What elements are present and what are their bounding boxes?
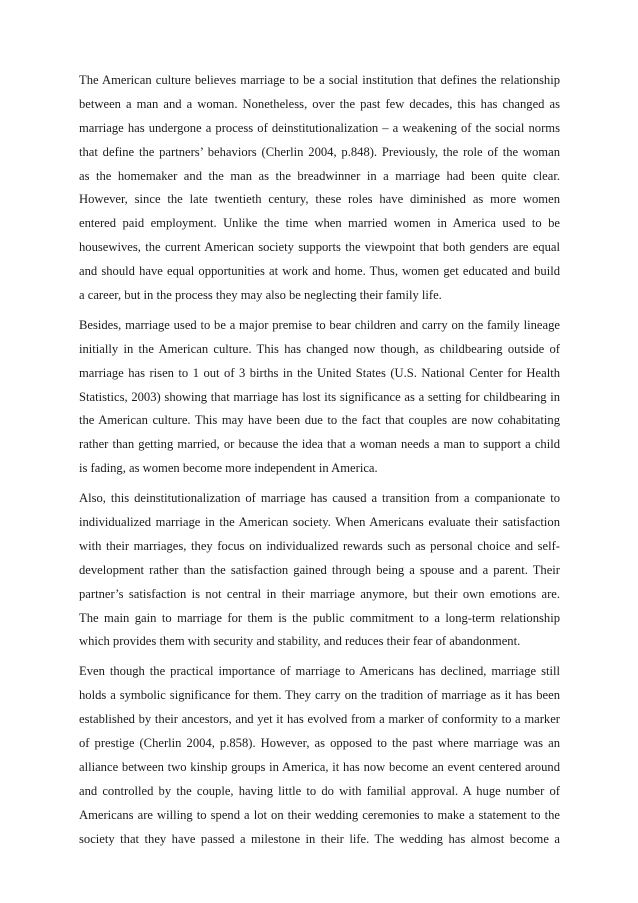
text-line: with their marriages, they focus on individualized rewards such as personal choice and self- [79, 538, 560, 553]
text-line: rather than getting married, or because the idea that a woman needs a man to support a child [79, 437, 560, 452]
text-line: partner’s satisfaction is not central in their marriage anymore, but their own emotions are. [79, 586, 560, 601]
text-line: established by their ancestors, and yet it has evolved from a marker of conformity to a marker [79, 712, 560, 727]
text-line: Statistics, 2003) showing that marriage has lost its significance as a setting for childbearing in [79, 389, 560, 404]
paragraph-2 [79, 314, 560, 481]
text-line: housewives, the current American society supports the viewpoint that both genders are equal [79, 240, 560, 255]
text-line: the American culture. This may have been due to the fact that couples are now cohabitating [79, 413, 560, 428]
text-line: as the homemaker and the man as the breadwinner in a marriage had been quite clear. [79, 168, 560, 183]
text-line: Also, this deinstitutionalization of marriage has caused a transition from a companionate to [79, 491, 560, 506]
paragraph-4 [79, 660, 560, 851]
text-line: initially in the American culture. This has changed now though, as childbearing outside of [79, 341, 560, 356]
text-line: holds a symbolic significance for them. They carry on the tradition of marriage as it has been [79, 688, 560, 703]
text-line: is fading, as women become more independent in America. [79, 461, 378, 476]
text-line: and should have equal opportunities at work and home. Thus, women get educated and build [79, 264, 560, 279]
text-line: alliance between two kinship groups in America, it has now become an event centered around [79, 759, 560, 774]
text-line: which provides them with security and stability, and reduces their fear of abandonment. [79, 634, 521, 649]
text-line: The American culture believes marriage to be a social institution that defines the relationship [79, 73, 560, 87]
paragraph-3 [79, 487, 560, 654]
text-line: society that they have passed a milestone in their life. The wedding has almost become a [79, 831, 560, 846]
text-line: of prestige (Cherlin 2004, p.858). However, as opposed to the past where marriage was an [79, 736, 560, 751]
text-line: Even though the practical importance of marriage to Americans has declined, marriage still [79, 664, 560, 679]
text-line: a career, but in the process they may also be neglecting their family life. [79, 288, 442, 303]
paragraph-1 [79, 69, 560, 308]
text-line: and controlled by the couple, having little to do with familial approval. A huge number of [79, 783, 560, 798]
essay-body [79, 69, 560, 858]
text-line: The main gain to marriage for them is the public commitment to a long-term relationship [79, 610, 560, 625]
text-line: marriage has undergone a process of deinstitutionalization – a weakening of the social norms [79, 120, 560, 135]
text-line: that define the partners’ behaviors (Cherlin 2004, p.848). Previously, the role of the woman [79, 144, 560, 159]
text-line: between a man and a woman. Nonetheless, over the past few decades, this has changed as [79, 96, 560, 111]
text-line: individualized marriage in the American society. When Americans evaluate their satisfaction [79, 515, 560, 530]
text-line: development rather than the satisfaction gained through being a spouse and a parent. Their [79, 562, 560, 577]
text-line: marriage has risen to 1 out of 3 births in the United States (U.S. National Center for Health [79, 365, 560, 380]
text-line: Besides, marriage used to be a major premise to bear children and carry on the family lineage [79, 317, 560, 332]
text-line: Americans are willing to spend a lot on their wedding ceremonies to make a statement to the [79, 807, 560, 822]
text-line: entered paid employment. Unlike the time when married women in America used to be [79, 216, 560, 231]
text-line: However, since the late twentieth century, these roles have diminished as more women [79, 192, 560, 207]
